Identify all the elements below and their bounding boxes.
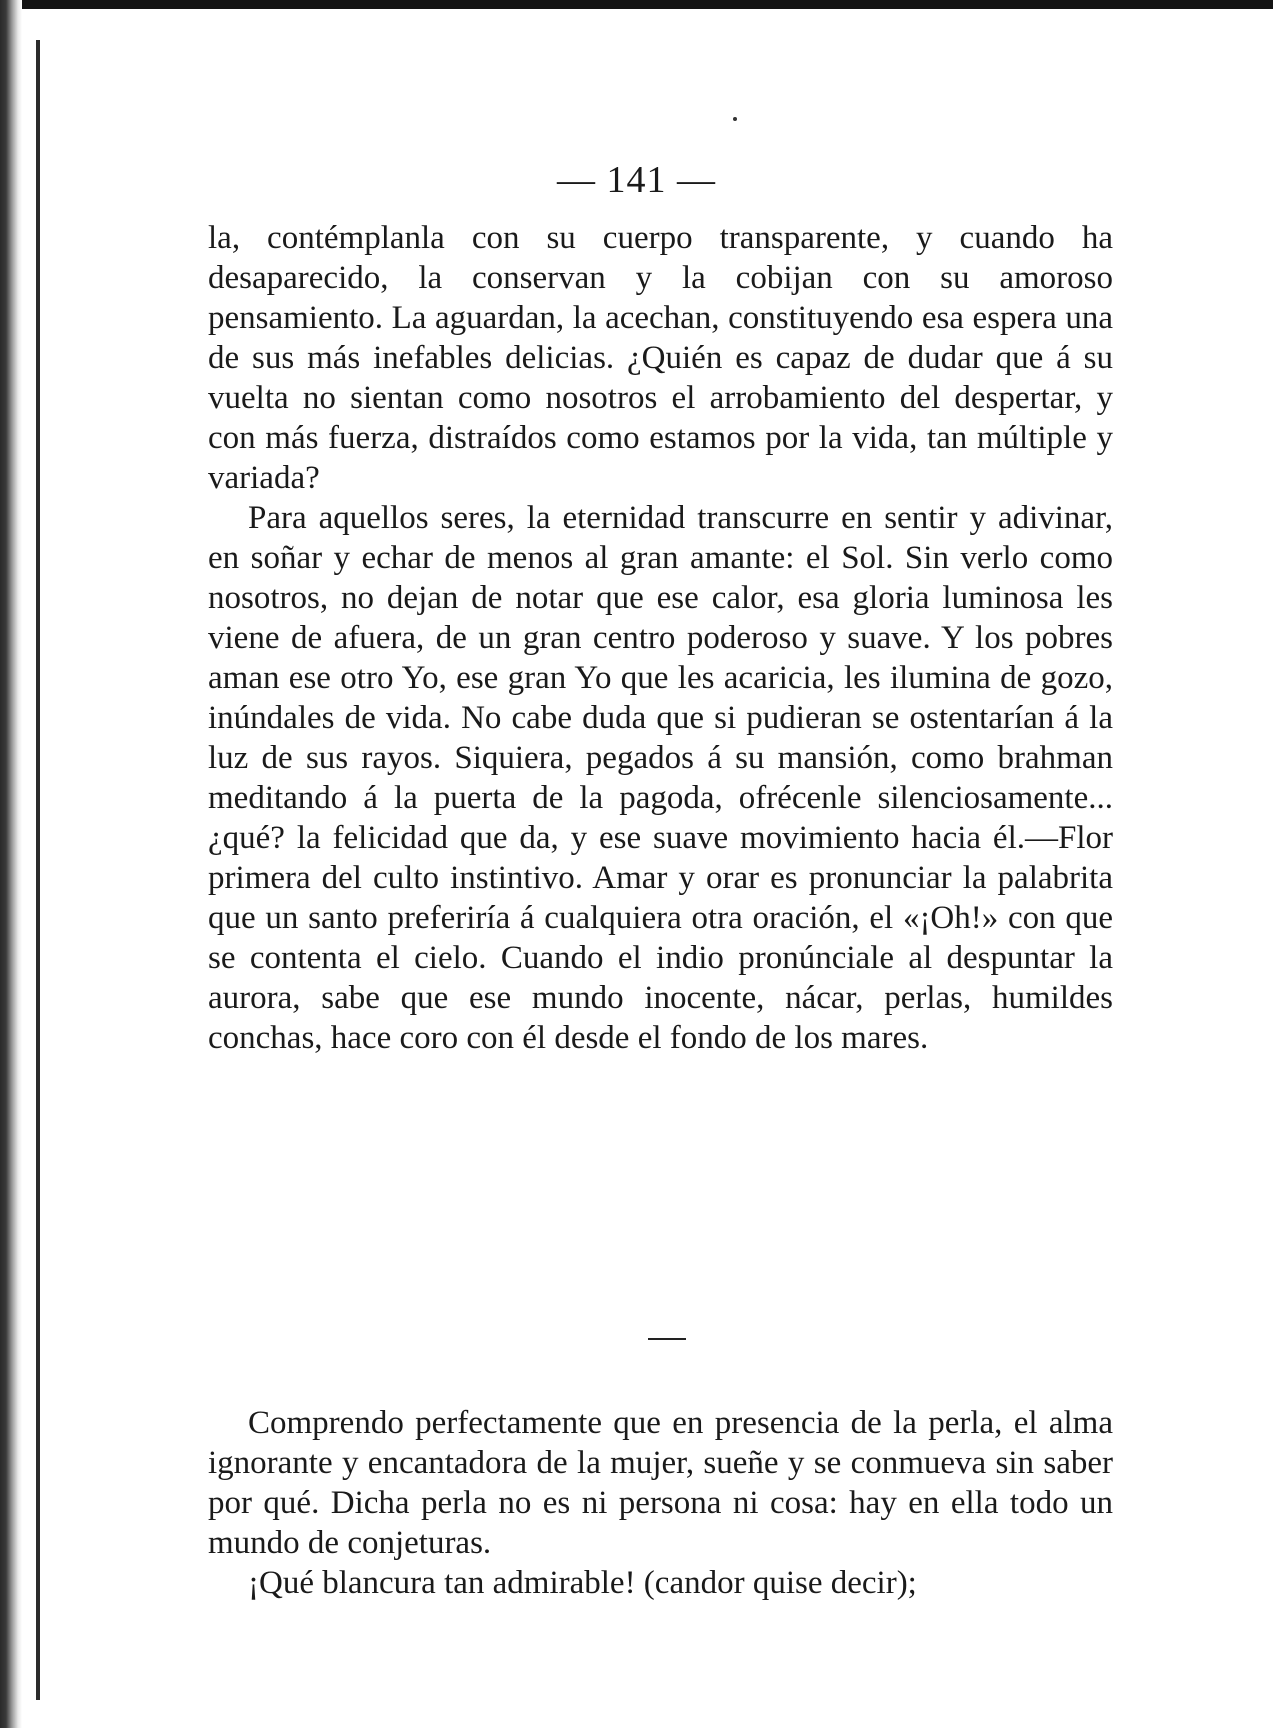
text-section-1 [208, 218, 1113, 1058]
scan-speck [733, 117, 737, 121]
section-divider [648, 1338, 686, 1340]
text-section-2 [208, 1403, 1113, 1603]
paragraph: la, contémplanla con su cuerpo transparente, y cuando ha desaparecido, la conservan y la cobijan con su amoroso pensamiento. La aguardan, la acechan, constituyendo esa espera una de sus más inefables delicias. ¿Quién es capaz de dudar que á su vuelta no sientan como nosotros el arrobamiento del despertar, y con más fuerza, distraídos como estamos por la vida, tan múltiple y variada? [208, 220, 1113, 496]
page-number: — 141 — [557, 159, 716, 201]
paragraph: ¡Qué blancura tan admirable! (candor quise decir); [248, 1565, 917, 1601]
paragraph: Comprendo perfectamente que en presencia de la perla, el alma ignorante y encantadora de la mujer, sueñe y se conmueva sin saber por qué. Dicha perla no es ni persona ni cosa: hay en ella todo un mundo de conjeturas. [208, 1405, 1113, 1561]
scan-top-border [0, 0, 1273, 9]
paragraph: Para aquellos seres, la eternidad transcurre en sentir y adivinar, en soñar y echar de menos al gran amante: el Sol. Sin verlo como nosotros, no dejan de notar que ese calor, esa gloria luminosa les viene de afuera, de un gran centro poderoso y suave. Y los pobres aman ese otro Yo, ese gran Yo que les acaricia, les ilumina de gozo, inúndales de vida. No cabe duda que si pudieran se ostentarían á la luz de sus rayos. Siquiera, pegados á su mansión, como brahman meditando á la puerta de la pagoda, ofrécenle silenciosamente... ¿qué? la felicidad que da, y ese suave movimiento hacia él.—Flor primera del culto instintivo. Amar y orar es pronunciar la palabrita que un santo preferiría á cualquiera otra oración, el «¡Oh!» con que se contenta el cielo. Cuando el indio pronúnciale al despuntar la aurora, sabe que ese mundo inocente, nácar, perlas, humildes conchas, hace coro con él desde el fondo de los mares. [208, 500, 1113, 1056]
scan-binding-line [36, 40, 40, 1700]
scan-left-shadow [0, 0, 22, 1728]
